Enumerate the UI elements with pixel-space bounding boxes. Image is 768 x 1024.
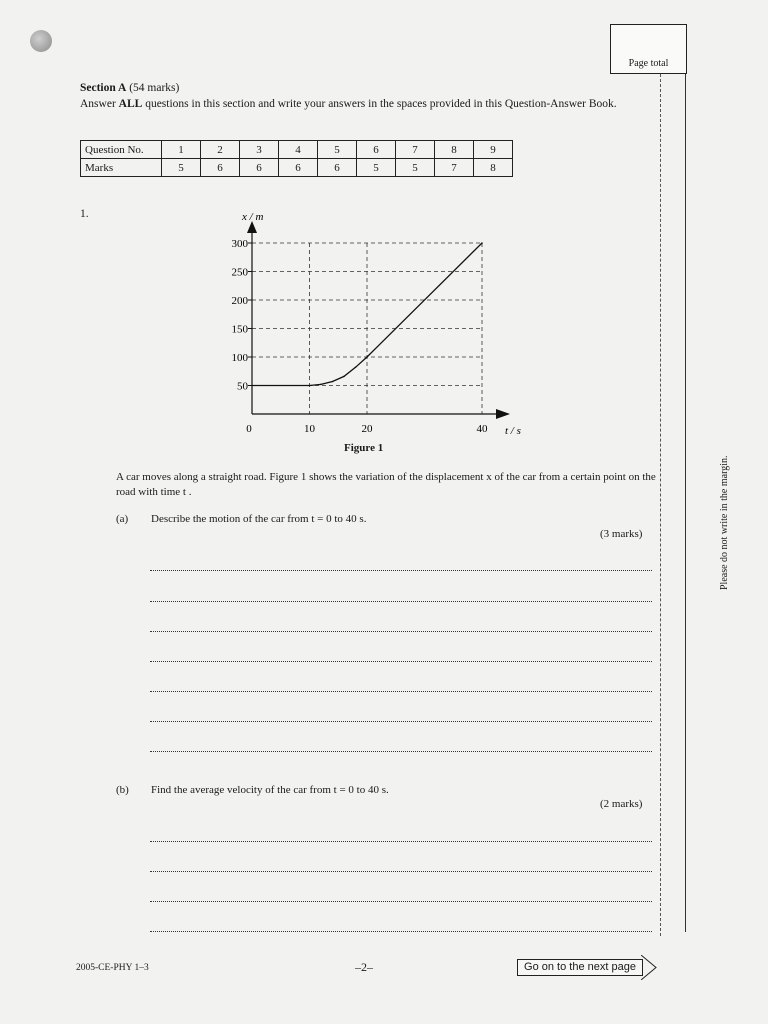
part-b-marks: (2 marks) xyxy=(600,798,643,810)
margin-note: Please do not write in the margin. xyxy=(719,455,730,590)
marks-cell: 6 xyxy=(318,159,357,177)
question-no-cell: 8 xyxy=(435,141,474,159)
question-no-cell: 5 xyxy=(318,141,357,159)
data-point xyxy=(481,242,483,244)
page-total-box xyxy=(610,24,687,74)
part-a-marks: (3 marks) xyxy=(600,528,643,540)
question-no-cell: 7 xyxy=(396,141,435,159)
arrow-right-icon xyxy=(641,955,657,980)
question-no-cell: 1 xyxy=(162,141,201,159)
part-b-label: (b) xyxy=(116,784,129,796)
chart-axes xyxy=(247,221,510,419)
x-tick-label: 10 xyxy=(304,423,315,435)
answer-line[interactable] xyxy=(150,570,652,571)
marks-cell: 5 xyxy=(396,159,435,177)
answer-line[interactable] xyxy=(150,751,652,752)
chart-guides xyxy=(252,243,482,414)
page-number: –2– xyxy=(355,960,373,974)
y-tick-label: 300 xyxy=(231,238,248,250)
data-point xyxy=(366,356,368,358)
x-tick-label: 0 xyxy=(246,423,252,435)
data-point xyxy=(355,366,357,368)
marks-row xyxy=(81,159,513,177)
marks-cell: 6 xyxy=(240,159,279,177)
question-no-label: Question No. xyxy=(81,141,162,159)
y-axis-label: x / m xyxy=(242,211,264,223)
paper-code: 2005-CE-PHY 1–3 xyxy=(76,963,149,973)
answer-line[interactable] xyxy=(150,631,652,632)
part-b-text: Find the average velocity of the car from t = 0 to 40 s. xyxy=(151,784,389,796)
question-number: 1. xyxy=(80,208,89,220)
x-axis-arrow xyxy=(496,409,510,419)
answer-line[interactable] xyxy=(150,931,652,932)
margin-solid-line xyxy=(685,74,686,932)
answer-line[interactable] xyxy=(150,841,652,842)
marks-cell: 6 xyxy=(279,159,318,177)
y-tick-label: 50 xyxy=(237,380,248,393)
answer-line[interactable] xyxy=(150,661,652,662)
question-no-cell: 4 xyxy=(279,141,318,159)
data-point xyxy=(320,384,322,386)
punch-hole xyxy=(30,30,52,52)
x-axis-label: t / s xyxy=(505,425,521,437)
chart-tick-labels xyxy=(232,238,489,435)
figure-caption: Figure 1 xyxy=(344,442,384,454)
page-total-label: Page total xyxy=(628,58,669,69)
marks-cell: 5 xyxy=(357,159,396,177)
answer-line[interactable] xyxy=(150,901,652,902)
y-tick-label: 250 xyxy=(231,266,248,279)
x-tick-label: 40 xyxy=(476,423,488,435)
section-heading xyxy=(80,82,179,94)
y-tick-label: 100 xyxy=(231,352,248,364)
instruction-bold: ALL xyxy=(118,98,143,110)
section-marks: (54 marks) xyxy=(129,82,180,94)
answer-line[interactable] xyxy=(150,721,652,722)
x-tick-label: 20 xyxy=(361,423,373,435)
question-no-cell: 3 xyxy=(240,141,279,159)
answer-line[interactable] xyxy=(150,601,652,602)
data-point xyxy=(332,381,334,383)
marks-cell: 6 xyxy=(201,159,240,177)
margin-dashed-line xyxy=(660,74,661,936)
displacement-time-graph xyxy=(200,205,540,440)
data-point xyxy=(251,385,253,387)
question-no-cell: 2 xyxy=(201,141,240,159)
part-a-text: Describe the motion of the car from t = 0 to 40 s. xyxy=(151,513,367,525)
y-tick-label: 200 xyxy=(231,295,248,307)
answer-line[interactable] xyxy=(150,871,652,872)
marks-label: Marks xyxy=(81,159,162,177)
instruction-text-rest: questions in this section and write your answers in the spaces provided in this Question-Answer Book. xyxy=(142,98,617,110)
data-point xyxy=(309,385,311,387)
instruction-text: Answer xyxy=(80,98,119,110)
marks-cell: 5 xyxy=(162,159,201,177)
y-tick-label: 150 xyxy=(231,323,248,336)
marks-table xyxy=(80,140,513,177)
data-point xyxy=(343,376,345,378)
question-number-row xyxy=(81,141,513,159)
part-a-label: (a) xyxy=(116,513,129,525)
marks-cell: 7 xyxy=(435,159,474,177)
marks-cell: 8 xyxy=(474,159,513,177)
answer-line[interactable] xyxy=(150,691,652,692)
section-instruction xyxy=(80,97,652,112)
next-page-label: Go on to the next page xyxy=(517,959,643,976)
question-no-cell: 9 xyxy=(474,141,513,159)
section-title: Section A xyxy=(80,82,127,94)
question-no-cell: 6 xyxy=(357,141,396,159)
question-text: A car moves along a straight road. Figure 1 shows the variation of the displacement x of the car from a certain point on the road with time t . xyxy=(116,471,656,498)
